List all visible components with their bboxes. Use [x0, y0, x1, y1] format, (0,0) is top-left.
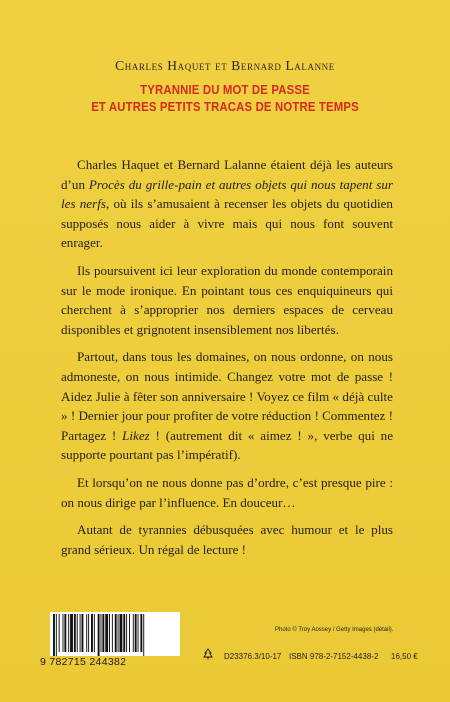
book-title [32, 81, 419, 115]
isbn-number: ISBN 978-2-7152-4438-2 [289, 652, 379, 661]
authors-line: Charles Haquet et Bernard Lalanne [115, 58, 335, 73]
blurb-p3-start: Partout, dans tous les domaines, on nous ordonne, on nous admoneste, on nous intimide. Changez votre mot de passe ! Aidez Julie à fêter son anniversaire ! Voyez ce film « déjà culte » ! Dernier jour pour profiter de votre réduction ! Commentez ! Partagez ! [61, 349, 393, 443]
blurb-paragraph-5: Autant de tyrannies débusquées avec humour et le plus grand sérieux. Un régal de lecture ! [61, 522, 393, 557]
price: 16,50 € [391, 652, 418, 661]
blurb-paragraph-2: Ils poursuivent ici leur exploration du monde contemporain sur le mode ironique. En pointant tous ces enquiquineurs qui cherchent à s’approprier nos derniers espaces de cerveau disponibles et grignotent insensiblement nos libertés. [61, 262, 393, 337]
blurb-p1-start: Charles Haquet et Bernard Lalanne étaient déjà les auteurs d’un [61, 157, 393, 192]
isbn-barcode [40, 612, 185, 688]
blurb-p1-end: , où ils s’amusaient à recenser les objets du quotidien supposés nous aider à vivre mais qui nous font souvent enrager. [61, 196, 393, 251]
barcode-icon [50, 612, 180, 656]
blurb-p3-likez: Likez [122, 427, 150, 443]
blurb-paragraph-4: Et lorsqu’on ne nous donne pas d’ordre, c’est presque pire : on nous dirige par l’influence. En douceur… [61, 474, 393, 510]
blurb-p3-end: ! (autrement dit « aimez ! », verbe qui ne supporte pourtant pas l’impératif). [61, 427, 394, 463]
title-line-2: ET AUTRES PETITS TRACAS DE NOTRE TEMPS [91, 99, 359, 114]
barcode-digits: 9 782715 244382 [40, 656, 127, 668]
blurb-paragraph-3 [61, 347, 393, 465]
publisher-logo-icon [202, 648, 214, 660]
blurb-paragraph-1 [61, 155, 393, 253]
title-line-1: TYRANNIE DU MOT DE PASSE [140, 82, 310, 97]
photo-credit: Photo © Troy Aossey / Getty Images (détail). [275, 627, 394, 633]
reference-code: D23376.3/10-17 [224, 652, 282, 661]
blurb-p1-book-title: Procès du grille-pain et autres objets qui nous tapent sur les nerfs [61, 176, 394, 212]
blurb-text [61, 155, 393, 567]
